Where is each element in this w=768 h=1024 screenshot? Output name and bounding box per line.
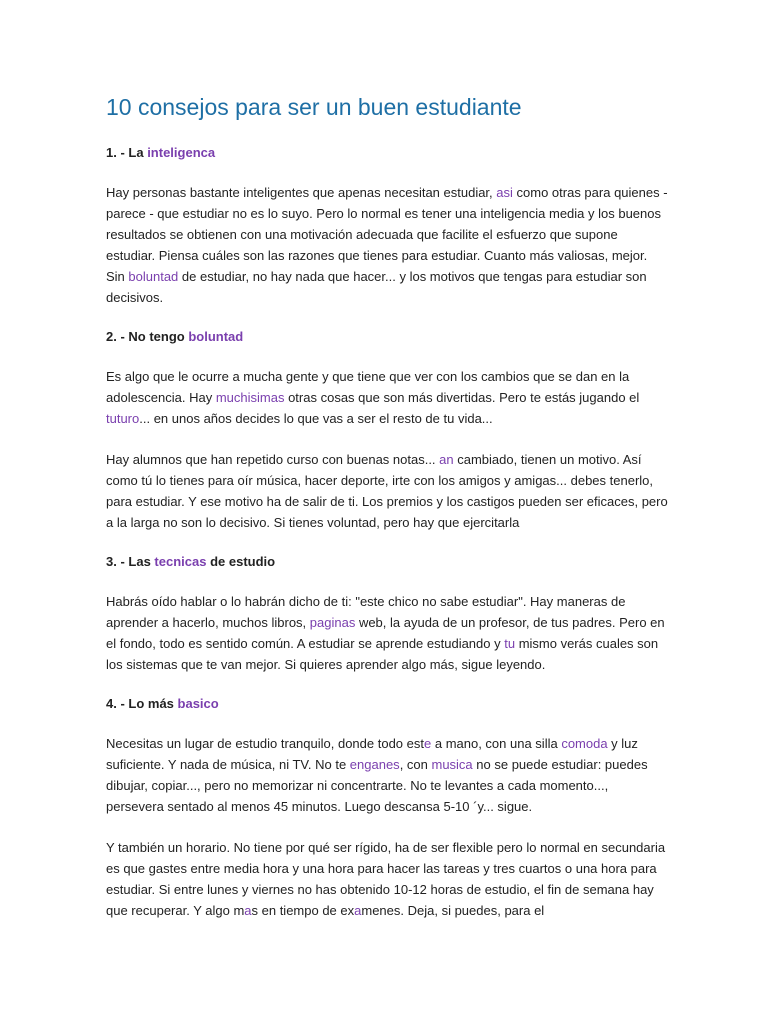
section-4-paragraph-1 bbox=[106, 733, 668, 817]
document-body bbox=[106, 144, 668, 921]
paragraph-text: no se puede estudiar: puedes dibujar, copiar..., pero no memorizar ni concentrarte. No te levantes a cada momento..., persevera sentado al menos 45 minutos. Luego descansa 5-10 ´y... sigue. bbox=[106, 757, 648, 814]
heading-keyword-link[interactable]: boluntad bbox=[188, 329, 244, 344]
paragraph-text: Es algo que le ocurre a mucha gente y que tiene que ver con los cambios que se dan en la adolescencia. Hay bbox=[106, 369, 630, 405]
paragraph-text: s en tiempo de ex bbox=[251, 903, 355, 918]
section-1-paragraph-1 bbox=[106, 182, 668, 308]
paragraph-text: Necesitas un lugar de estudio tranquilo, donde todo est bbox=[106, 736, 424, 751]
paragraph-text: como otras para quienes - parece - que estudiar no es lo suyo. Pero lo normal es tener una inteligencia media y los buenos resultados se obtienen con una motivación adecuada que facilite el esfuerzo que supone estudiar. Piensa cuáles son las razones que tienes para estudiar. Cuanto más valiosas, mejor. Sin bbox=[106, 185, 668, 284]
document-title: 10 consejos para ser un buen estudiante bbox=[106, 94, 522, 120]
keyword-link[interactable]: enganes bbox=[349, 757, 400, 772]
section-heading-prefix: 1. - La bbox=[106, 145, 148, 160]
keyword-link[interactable]: muchisimas bbox=[215, 390, 285, 405]
section-2-paragraph-1 bbox=[106, 366, 668, 429]
paragraph-text: Y también un horario. No tiene por qué ser rígido, ha de ser flexible pero lo normal en secundaria es que gastes entre media hora y una hora para hacer las tareas y tres cuartos o una hora para estudiar. Si entre lunes y viernes no has obtenido 10-12 horas de estudio, el fin de semana hay que recuperar. Y algo m bbox=[106, 840, 666, 918]
section-heading-4 bbox=[106, 695, 668, 713]
paragraph-text: Hay alumnos que han repetido curso con buenas notas... bbox=[106, 452, 440, 467]
paragraph-text: y luz suficiente. Y nada de música, ni TV. No te bbox=[106, 736, 638, 772]
section-heading-prefix: 2. - No tengo bbox=[106, 329, 189, 344]
section-3-paragraph-1 bbox=[106, 591, 668, 675]
section-heading-prefix: 4. - Lo más bbox=[106, 696, 178, 711]
paragraph-text: menes. Deja, si puedes, para el bbox=[361, 903, 545, 918]
keyword-link[interactable]: a bbox=[354, 903, 362, 918]
section-heading-2 bbox=[106, 328, 668, 346]
keyword-link[interactable]: asi bbox=[496, 185, 513, 200]
paragraph-text: a mano, con una silla bbox=[431, 736, 562, 751]
heading-keyword-link[interactable]: tecnicas bbox=[154, 554, 207, 569]
section-heading-1 bbox=[106, 144, 668, 162]
keyword-link[interactable]: boluntad bbox=[128, 269, 179, 284]
section-4-paragraph-2 bbox=[106, 837, 668, 921]
section-heading-prefix: 3. - Las bbox=[106, 554, 155, 569]
keyword-link[interactable]: comoda bbox=[561, 736, 608, 751]
keyword-link[interactable]: paginas bbox=[309, 615, 356, 630]
paragraph-text: , con bbox=[399, 757, 432, 772]
keyword-link[interactable]: e bbox=[424, 736, 432, 751]
paragraph-text: web, la ayuda de un profesor, de tus padres. Pero en el fondo, todo es sentido común. A estudiar se aprende estudiando y bbox=[106, 615, 665, 651]
section-2-paragraph-2 bbox=[106, 449, 668, 533]
paragraph-text: ... en unos años decides lo que vas a ser el resto de tu vida... bbox=[139, 411, 493, 426]
keyword-link[interactable]: musica bbox=[431, 757, 473, 772]
heading-keyword-link[interactable]: basico bbox=[177, 696, 219, 711]
paragraph-text: de estudiar, no hay nada que hacer... y los motivos que tengas para estudiar son decisivos. bbox=[106, 269, 647, 305]
paragraph-text: cambiado, tienen un motivo. Así como tú lo tienes para oír música, hacer deporte, irte con los amigos y amigas... debes tenerlo, para estudiar. Y ese motivo ha de salir de ti. Los premios y los castigos pueden ser eficaces, pero a la larga no son lo decisivo. Si tienes voluntad, pero hay que ejercitarla bbox=[106, 452, 668, 530]
section-heading-3 bbox=[106, 553, 668, 571]
keyword-link[interactable]: a bbox=[244, 903, 252, 918]
section-heading-suffix: de estudio bbox=[206, 554, 276, 569]
paragraph-text: mismo verás cuales son los sistemas que te van mejor. Si quieres aprender algo más, sigue leyendo. bbox=[106, 636, 659, 672]
paragraph-text: otras cosas que son más divertidas. Pero te estás jugando el bbox=[284, 390, 640, 405]
heading-keyword-link[interactable]: inteligenca bbox=[147, 145, 216, 160]
paragraph-text: Habrás oído hablar o lo habrán dicho de ti: "este chico no sabe estudiar". Hay maneras de aprender a hacerlo, muchos libros, bbox=[106, 594, 626, 630]
keyword-link[interactable]: tu bbox=[504, 636, 516, 651]
keyword-link[interactable]: tuturo bbox=[106, 411, 140, 426]
keyword-link[interactable]: an bbox=[439, 452, 454, 467]
paragraph-text: Hay personas bastante inteligentes que apenas necesitan estudiar, bbox=[106, 185, 497, 200]
